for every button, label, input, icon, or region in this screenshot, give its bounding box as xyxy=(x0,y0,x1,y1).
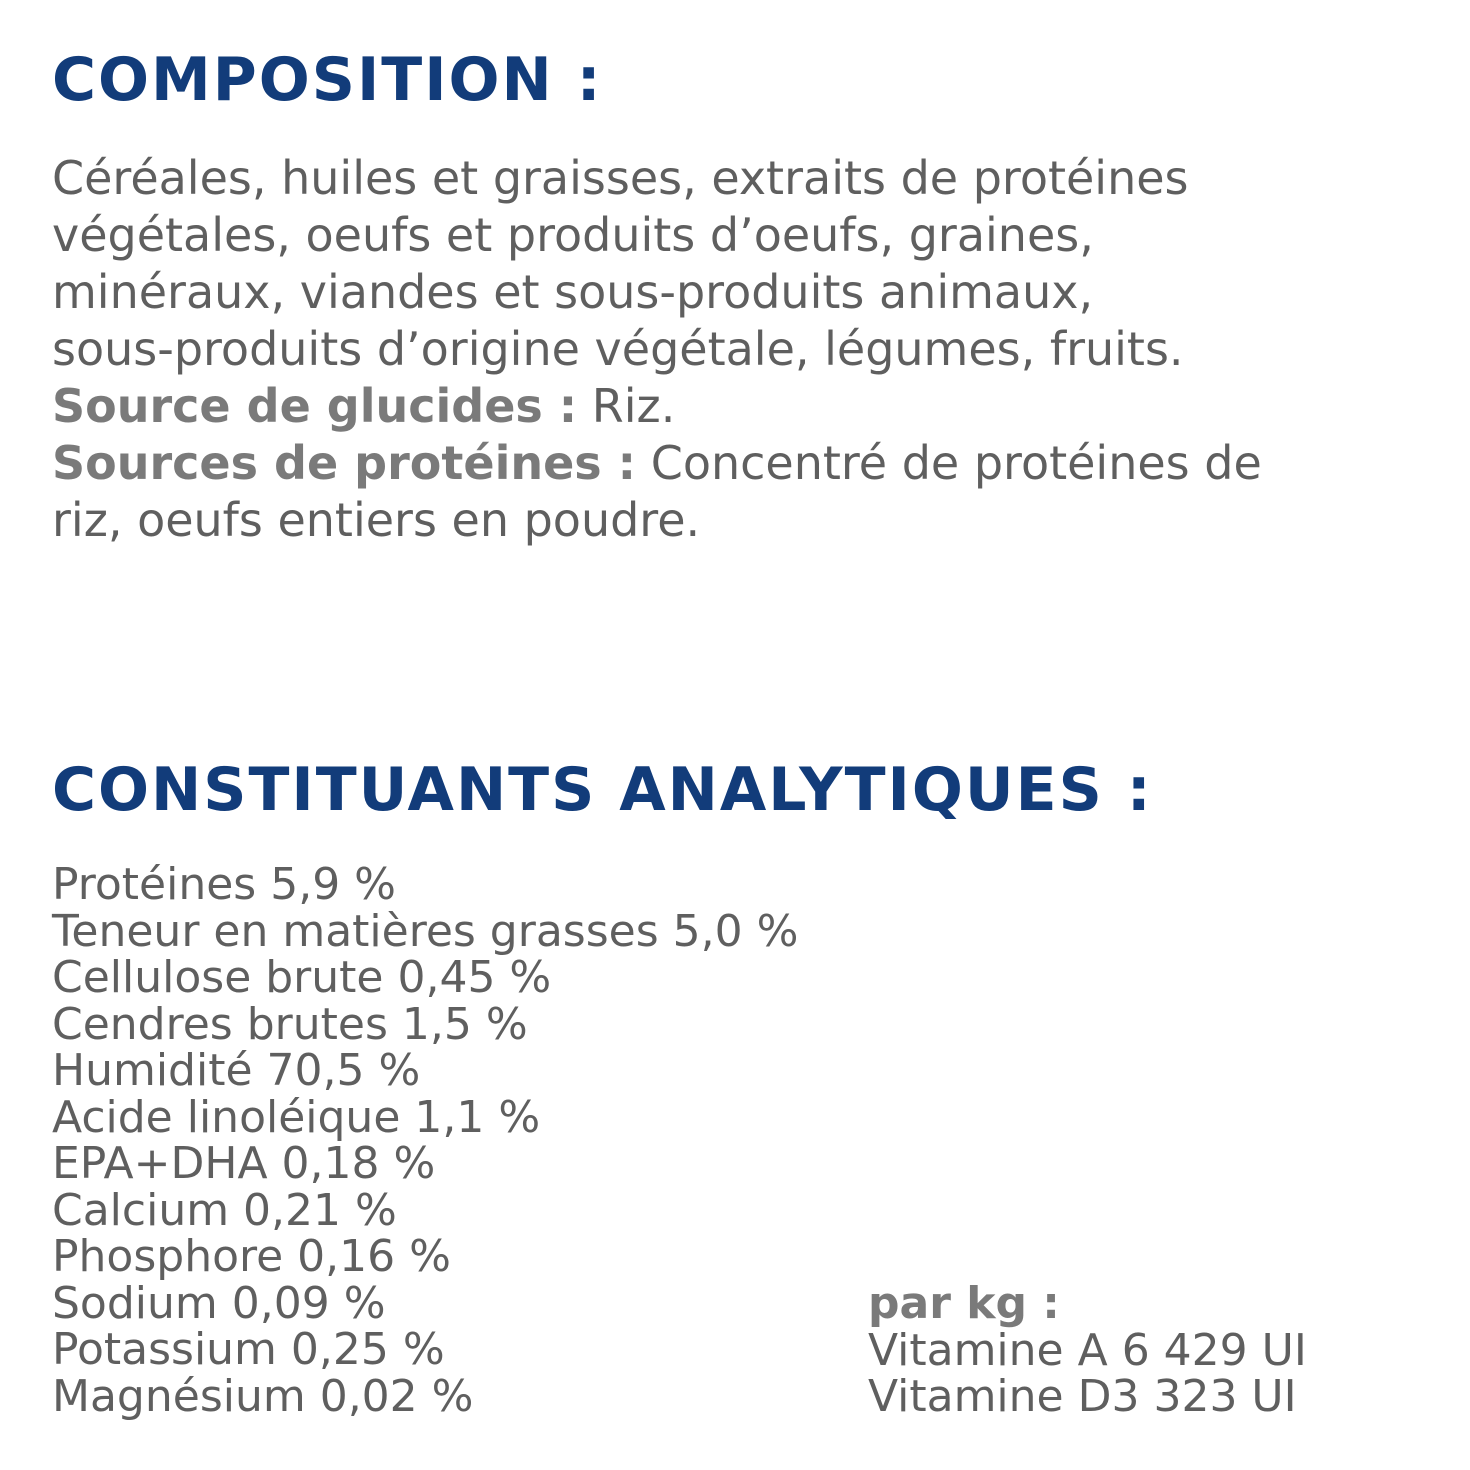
composition-line: minéraux, viandes et sous-produits animaux, xyxy=(52,265,1094,319)
per-kg-block xyxy=(868,1278,1307,1422)
list-item: Protéines 5,9 % xyxy=(52,859,396,910)
composition-line: végétales, oeufs et produits d’oeufs, graines, xyxy=(52,208,1094,262)
constituants-heading: CONSTITUANTS ANALYTIQUES : xyxy=(52,755,1153,825)
proteines-line xyxy=(52,435,1442,492)
list-item: Cendres brutes 1,5 % xyxy=(52,998,528,1050)
list-item: Acide linoléique 1,1 % xyxy=(52,1091,541,1143)
composition-heading: COMPOSITION : xyxy=(52,45,603,115)
list-item: Potassium 0,25 % xyxy=(52,1324,445,1375)
proteines-value: Concentré de protéines de xyxy=(636,436,1262,490)
proteines-label: Sources de protéines : xyxy=(52,436,637,490)
composition-line: Céréales, huiles et graisses, extraits de protéines xyxy=(52,151,1189,205)
vitamin-item: Vitamine A 6 429 UI xyxy=(868,1324,1307,1376)
list-item: EPA+DHA 0,18 % xyxy=(52,1138,436,1189)
list-item: Phosphore 0,16 % xyxy=(52,1231,451,1282)
glucides-label: Source de glucides : xyxy=(52,379,578,433)
proteines-line-continued: riz, oeufs entiers en poudre. xyxy=(52,493,701,547)
glucides-value: Riz. xyxy=(577,379,676,433)
list-item: Teneur en matières grasses 5,0 % xyxy=(52,905,799,957)
per-kg-label: par kg : xyxy=(868,1278,1060,1329)
glucides-line xyxy=(52,378,1442,435)
list-item: Humidité 70,5 % xyxy=(52,1045,421,1096)
list-item: Magnésium 0,02 % xyxy=(52,1370,474,1422)
constituants-list xyxy=(52,859,799,1422)
composition-text xyxy=(52,150,1442,549)
list-item: Cellulose brute 0,45 % xyxy=(52,952,552,1003)
list-item: Calcium 0,21 % xyxy=(52,1184,397,1236)
composition-line: sous-produits d’origine végétale, légumes, fruits. xyxy=(52,322,1184,376)
list-item: Sodium 0,09 % xyxy=(52,1277,386,1329)
vitamin-item: Vitamine D3 323 UI xyxy=(868,1371,1297,1422)
